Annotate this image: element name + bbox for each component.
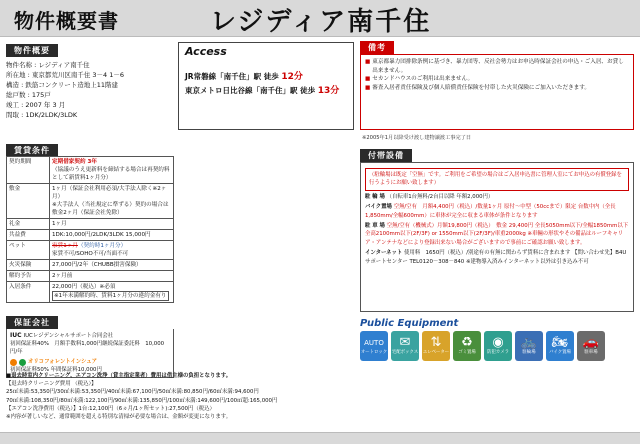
bottom-note-line: 【エアコン洗浄費用（税込）】1台:12,100円（6ヵ月/1ヶ所セット):27,500円（税込）	[6, 405, 215, 412]
rent-key: 火災保険	[7, 260, 50, 271]
facility-row	[365, 193, 629, 201]
facility-key: インターネット	[365, 250, 403, 257]
icon-label: バイク置場	[549, 350, 571, 355]
page-footer	[0, 432, 640, 444]
facilities-body	[360, 162, 634, 312]
facilities-section-title: 付帯設備	[360, 149, 412, 162]
orico-label: オリコフォレントインシュア	[28, 359, 98, 365]
bikou-item	[365, 84, 629, 93]
facility-value: 空無/空有（機械式）月額19,800円（税込） 敷金 29,400円 全長5050mm以下/全幅1850mm以下 全高2100mm以下(2F/3F) or 1550mm以下(2F/3F)/車重2000kg ※車輛の形状やその備品はルーフキャリア・アンテナなどにより登録出来ない場合がございますので事前にご確認お願い致します。	[365, 223, 629, 246]
facility-key: 駐 車 場	[365, 223, 385, 230]
icon-label: オートロック	[360, 350, 388, 355]
overview-row: 総戸数 : 175戸	[6, 91, 51, 99]
bottom-notes	[6, 372, 358, 421]
access-panel	[178, 42, 354, 130]
rent-key: 共益費	[7, 230, 50, 241]
overview-row: 間取 : 1DK/2LDK/3LDK	[6, 111, 78, 119]
bottom-note-line: ※内容が著しいなど、通常範囲を超える特別な清掃が必要な場合は、金額が変更になります。	[6, 414, 232, 421]
public-equipment-panel	[360, 318, 634, 374]
table-row	[7, 184, 174, 219]
facility-row	[365, 222, 629, 247]
bottom-note-lead: ■退去時室内クリーニング、エアコン洗浄（貸主指定業者）費用は借主様の負担となります。	[6, 373, 232, 379]
access-walk-label-2: 徒歩	[300, 86, 316, 95]
rent-value: 27,000円/2年（CHUBB損害保険）	[50, 260, 174, 271]
rent-value: 1DK:10,000円/2LDK/3LDK 15,000円	[50, 230, 174, 241]
facility-value: 空無/空有 月額4,400円（税込）/数量1ヶ月 原付～中型（50ccまで）限定 台数中内（全長1,850mm/全幅600mm）に車体が完全に収まる車体が条件となります	[365, 204, 616, 219]
delivery-box-glyph: ✉	[399, 335, 411, 350]
trash-glyph: ♻	[461, 335, 473, 350]
iuc-logo: IUC	[10, 332, 22, 339]
rent-value: 22,000円（税込）※必須 ※1年未満解約時、賃料1ヶ月分の違約金有り	[50, 282, 174, 303]
guarantor-body	[6, 329, 174, 378]
bikou-item-text: 東京都暴力団排除条例に基づき、暴力団等、反社会勢力はお申込時保証会社の申込・ご入居、お貸し出来ません。	[372, 59, 624, 74]
bikou-note: ※2005年1月以降受け渡し建物譲渡工事完了日	[362, 135, 472, 141]
icon-label: ゴミ置場	[458, 350, 476, 355]
icon-label: 駐車場	[584, 350, 598, 355]
car-glyph: 🚗	[582, 335, 600, 350]
rent-key: 礼金	[7, 219, 50, 230]
rent-value: 定期借家契約 3年 （協議のうえ更新料を締結する場合は再契約料として新賃料1ヶ月分）	[50, 157, 174, 184]
orico-logo-row	[10, 358, 170, 366]
access-walk-min-2: 13分	[317, 86, 340, 96]
bikou-item	[365, 58, 629, 75]
public-equipment-icons	[360, 331, 634, 361]
bikou-section-title: 備考	[360, 41, 394, 54]
facility-key: 駐 輪 場	[365, 193, 385, 200]
overview-section-title: 物件概要	[6, 44, 58, 57]
bikou-item-text: 審査入居者責任保険及び個人賠償責任保険を付帯した火災保険にご加入いただきます。	[372, 84, 591, 91]
access-line-1	[185, 69, 303, 82]
access-walk-min-1: 12分	[281, 72, 303, 82]
car-parking-icon	[577, 331, 605, 361]
page-header	[0, 0, 640, 37]
security-camera-glyph: ◉	[492, 335, 504, 350]
table-row	[7, 260, 174, 271]
bottom-note-line: 25㎡未満:53,350円/30㎡未満:53,350円/40㎡未満:67,100円/50㎡未満:80,850円/60㎡未満:94,600円	[6, 389, 259, 396]
facility-row	[365, 203, 629, 220]
rent-value: 1ヶ月	[50, 219, 174, 230]
trash-icon	[453, 331, 481, 361]
rent-key: 入居条件	[7, 282, 50, 303]
guarantor-section-title: 保証会社	[6, 316, 58, 329]
security-camera-icon	[484, 331, 512, 361]
elevator-glyph: ⇅	[430, 335, 442, 350]
table-row	[7, 241, 174, 260]
bikou-item	[365, 75, 629, 84]
bicycle-parking-icon	[515, 331, 543, 361]
icon-label: 駐輪場	[522, 350, 536, 355]
bikou-item-text: セカンドハウスのご利用は出来ません。	[372, 76, 474, 83]
icon-label: 防犯カメラ	[487, 350, 509, 355]
bikou-panel	[360, 42, 634, 141]
access-title: Access	[185, 45, 227, 58]
table-row	[7, 219, 174, 230]
facilities-panel	[360, 150, 634, 312]
table-row	[7, 271, 174, 282]
orico-dot2-icon	[19, 359, 26, 366]
orico-dot-icon	[10, 359, 17, 366]
facility-key: バイク置場	[365, 204, 392, 211]
bottom-note-line: 70㎡未満:108,350円/80㎡未満:122,100円/90㎡未満:135,850円/100㎡未満:149,600円/100㎡超:165,000円	[6, 397, 278, 404]
elevator-icon	[422, 331, 450, 361]
guarantor-line3: 初回保証料50% 年間保証料10,000円	[10, 367, 102, 373]
rent-key: 敷金	[7, 184, 50, 219]
table-row	[7, 157, 174, 184]
bike-parking-icon	[546, 331, 574, 361]
bicycle-glyph: 🚲	[520, 335, 538, 350]
bikou-body	[360, 54, 634, 130]
rent-key: 解約予告	[7, 271, 50, 282]
overview-row: 物件名称 : レジディア南千住	[6, 61, 90, 69]
icon-label: エレベーター	[422, 350, 450, 355]
guarantor-line2: 初回保証料40% 月額手数料1,000円継続保証委託料 10,000円/年	[10, 341, 165, 355]
rent-key: ペット	[7, 241, 50, 260]
delivery-box-icon	[391, 331, 419, 361]
icon-label: 宅配ボックス	[391, 350, 419, 355]
auto-lock-glyph: AUTO	[364, 339, 384, 347]
overview-section	[6, 44, 174, 120]
table-row	[7, 282, 174, 303]
square-bullet-icon: ■	[365, 59, 371, 65]
overview-row: 構造 : 鉄筋コンクリート造地上11階建	[6, 81, 118, 89]
guarantor-section	[6, 316, 174, 378]
parking-notice: （駐輪場は既定「空無」です。ご利用をご希望の場合はご入居申込書に管理人室にてお申込の有償登録を行うようにお願い致します）	[365, 168, 629, 191]
square-bullet-icon: ■	[365, 84, 371, 91]
facility-value: 使用料 1650円（税込）/別途有の有無に関わらず賃料に含まれます 【問い合わせ先】B4Uサポートセンター TEL0120－308－840 ※建物導入済みインターネット以外は引き込み不可	[365, 250, 627, 265]
rent-value: 家賃1ヶ月（契約時1ヶ月分） 家賃不可/SOHO不可/当面不可	[50, 241, 174, 260]
overview-row: 竣工 : 2007 年 3 月	[6, 101, 66, 109]
auto-lock-icon	[360, 331, 388, 361]
access-station-2: 東京メトロ日比谷線「南千住」駅	[185, 86, 298, 95]
facility-row	[365, 249, 629, 266]
facility-value: （自転車1台無料/2台目以降 年額2,000円）	[386, 193, 494, 200]
page-title: 物件概要書	[14, 9, 119, 33]
guarantor-line1: IUCレジデンシャルサポート合同会社	[23, 333, 114, 339]
access-walk-label-1: 徒歩	[263, 72, 279, 81]
rent-value: 1ヶ月（保証会社利用必須/大手法人除く※2ヶ月） ※大手法人（当社規定に準ずる）契約の場合は 敷金2ヶ月（保証会社免除）	[50, 184, 174, 219]
access-line-2	[185, 83, 339, 96]
property-name-title: レジディア南千住	[210, 7, 432, 37]
rent-section-title: 賃貸条件	[6, 144, 58, 157]
overview-rows	[6, 60, 174, 120]
public-equipment-title: Public Equipment	[360, 318, 459, 329]
table-row	[7, 230, 174, 241]
rent-value: 2ヶ月前	[50, 271, 174, 282]
rent-key: 契約期間	[7, 157, 50, 184]
square-bullet-icon: ■	[365, 76, 371, 83]
bike-glyph: 🏍	[551, 335, 569, 350]
overview-row: 所在地 : 東京都荒川区南千住 3－4 1－6	[6, 71, 124, 79]
rent-conditions-table	[6, 156, 174, 303]
access-station-1: JR常磐線「南千住」駅	[185, 72, 262, 81]
bottom-note-line: 【退去時クリーニング費用 （税込）】	[6, 381, 97, 388]
